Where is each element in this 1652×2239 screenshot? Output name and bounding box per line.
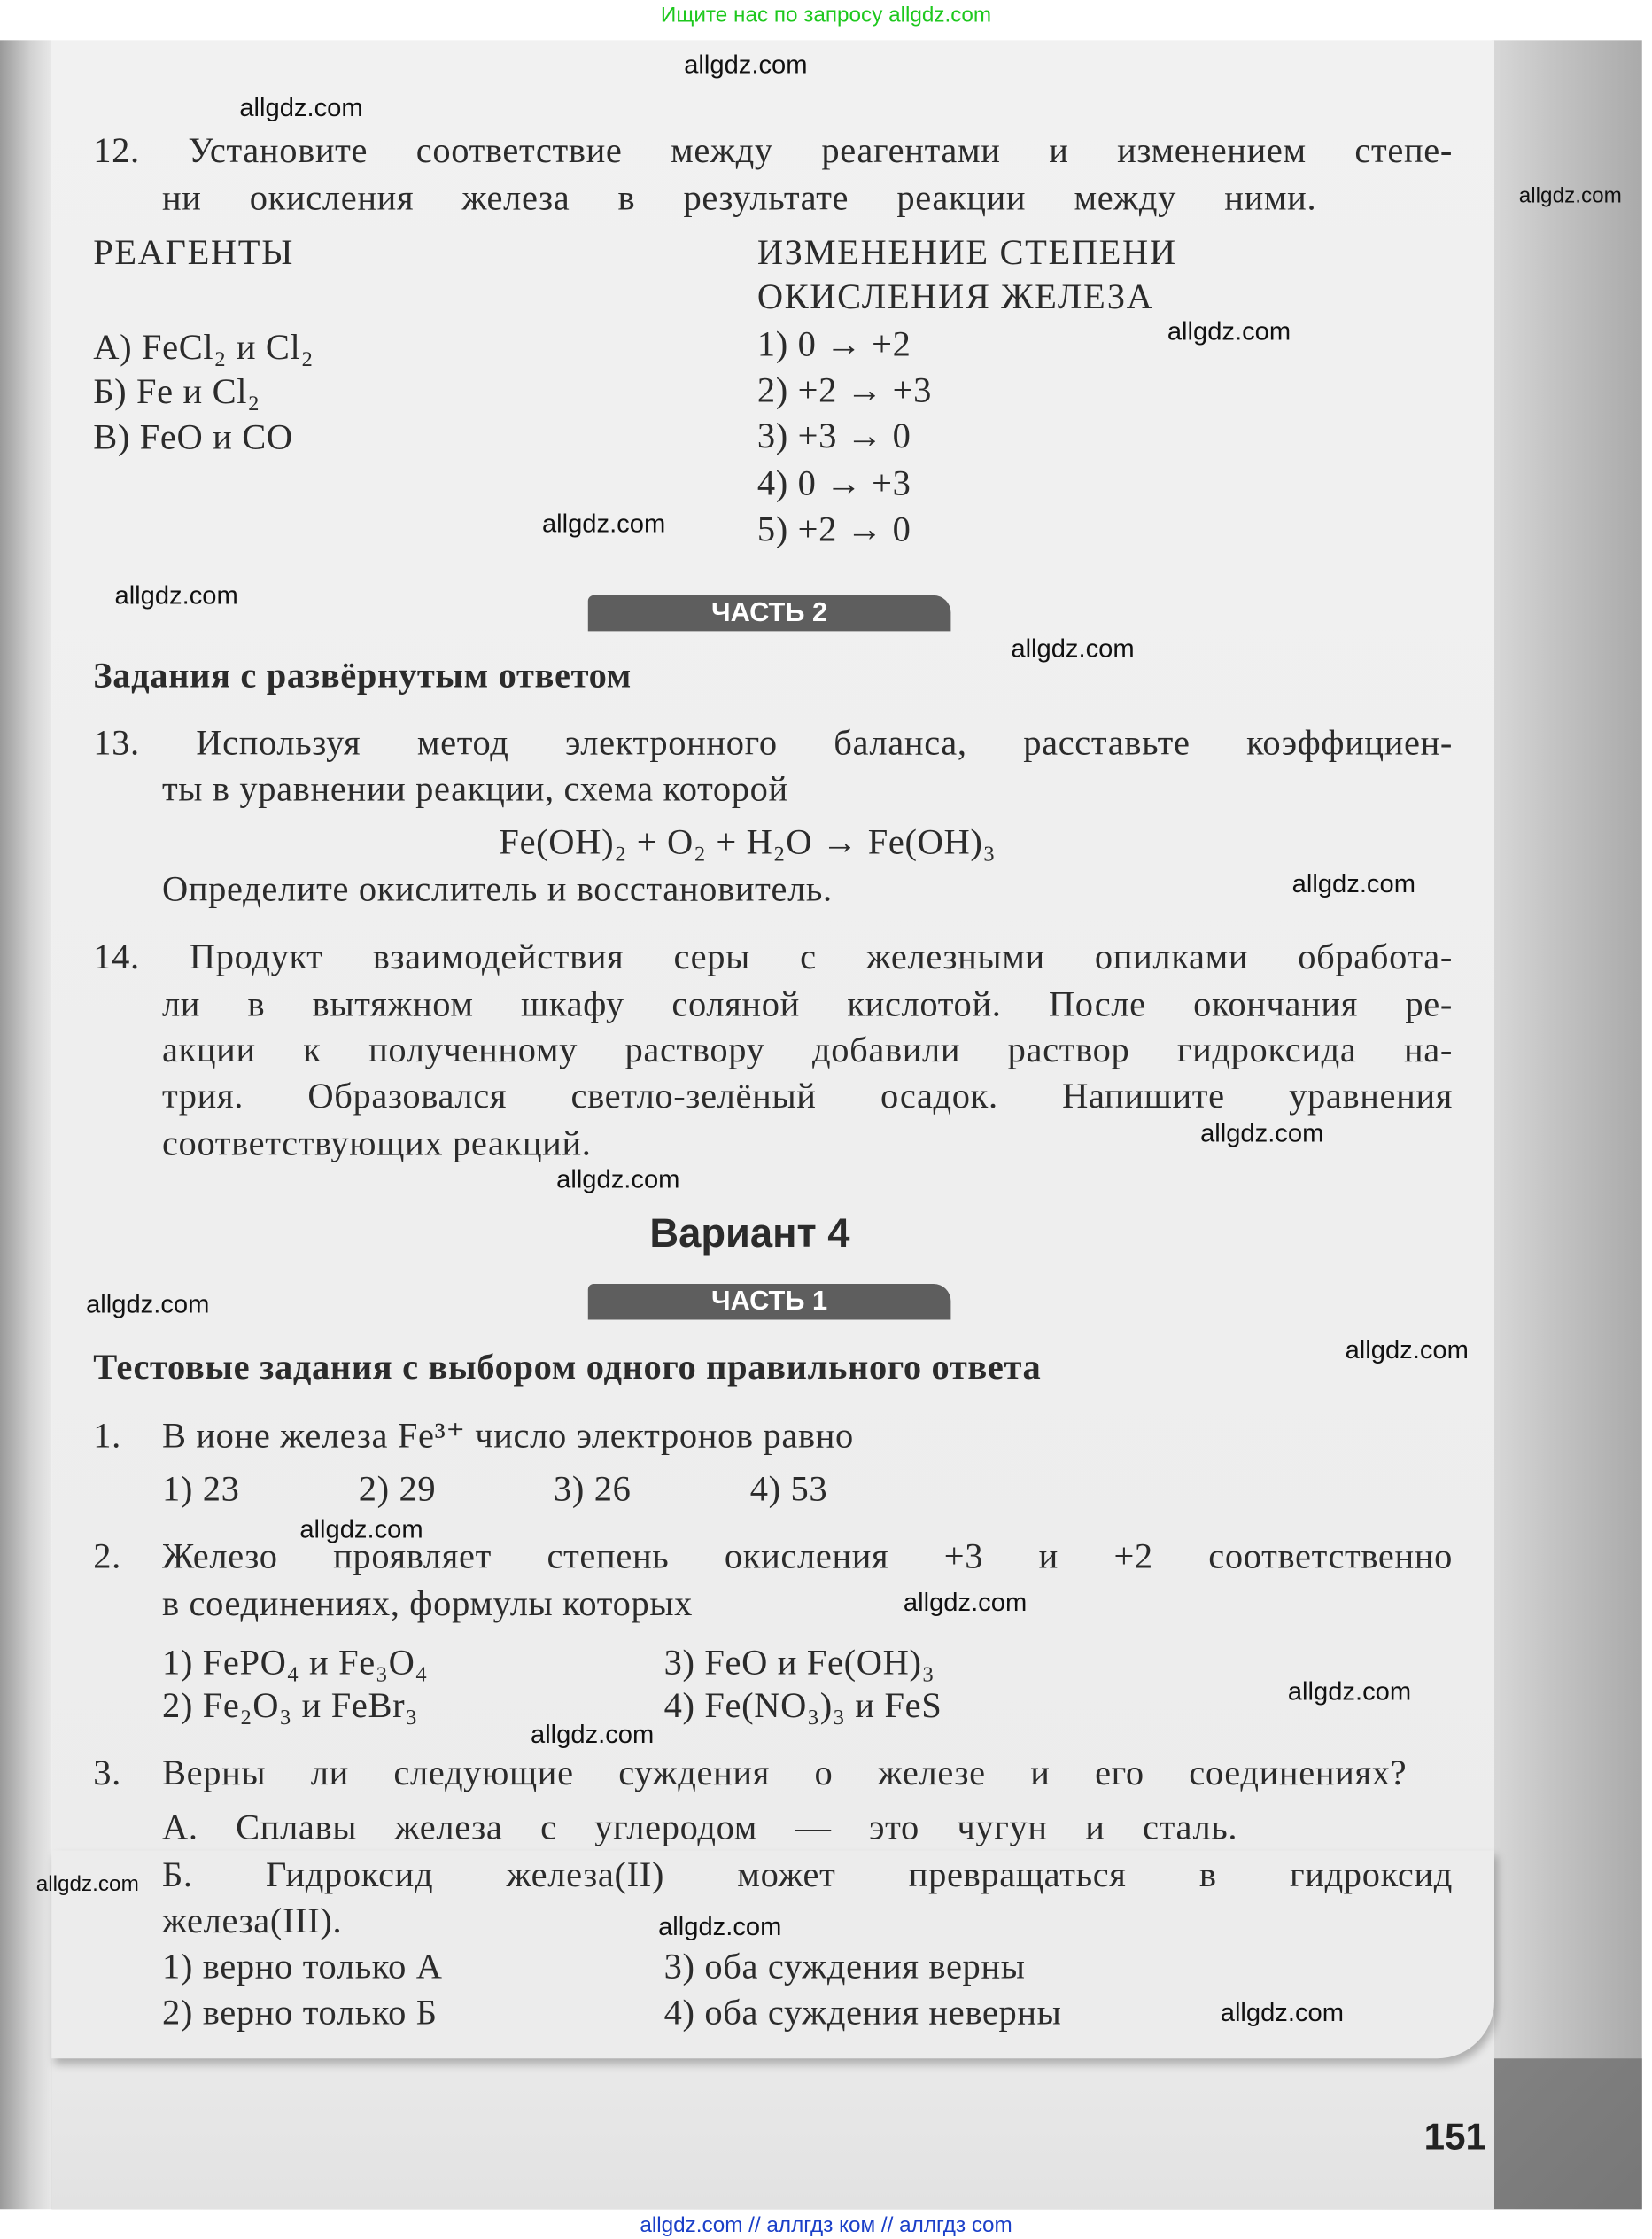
q14-line5: соответствующих реакций. [161,1124,592,1164]
q2-option-1: 1) FePO₄ и Fe₃O₄ [161,1644,429,1683]
q1-number: 1. [93,1417,121,1457]
q13-line1: 13. Используя метод электронного баланса, расставьте коэффициен- [93,724,1454,764]
q1-option-1: 1) 23 [161,1470,240,1510]
q14-line2: ли в вытяжном шкафу соляной кислотой. После окончания ре- [161,985,1454,1024]
watermark[interactable]: allgdz.com [1200,1118,1324,1148]
q14-line1: 14. Продукт взаимодействия серы с железными опилками обработа- [93,937,1454,977]
q3-option-1: 1) верно только А [161,1947,443,1987]
change-2: 2) +2 → +3 [756,371,932,411]
footer-links[interactable]: allgdz.com // аллгдз ком // аллгдз com [640,2213,1012,2238]
watermark[interactable]: allgdz.com [1167,316,1291,346]
change-3: 3) +3 → 0 [756,417,911,456]
q3-statement-b-2: железа(III). [161,1901,343,1941]
watermark[interactable]: allgdz.com [903,1588,1028,1617]
part-2-heading: Задания с развёрнутым ответом [93,657,632,696]
watermark[interactable]: allgdz.com [556,1164,680,1194]
change-4: 4) 0 → +3 [756,464,911,504]
q13-equation: Fe(OH)₂ + O₂ + H₂O → Fe(OH)₃ [499,823,997,863]
q3-option-4: 4) оба суждения неверны [663,1994,1062,2033]
watermark[interactable]: allgdz.com [1220,1998,1345,2027]
watermark[interactable]: allgdz.com [239,93,363,122]
q1-option-2: 2) 29 [358,1470,437,1510]
reagent-a: А) FeCl₂ и Cl₂ [93,328,314,368]
q14-line3: акции к полученному раствору добавили раствор гидроксида на- [161,1031,1454,1070]
q1-option-3: 3) 26 [553,1470,632,1510]
watermark[interactable]: allgdz.com [86,1289,210,1318]
q12-col-reagents: РЕАГЕНТЫ [93,233,295,273]
q13-line2: ты в уравнении реакции, схема которой [161,770,788,810]
q2-line1: Железо проявляет степень окисления +3 и +2 соответственно [161,1537,1454,1577]
part-1-banner: ЧАСТЬ 1 [588,1284,951,1319]
watermark[interactable]: allgdz.com [530,1720,655,1749]
watermark[interactable]: allgdz.com [1518,183,1622,208]
q2-number: 2. [93,1537,121,1577]
watermark[interactable]: allgdz.com [299,1514,423,1544]
q12-col-change-2: ОКИСЛЕНИЯ ЖЕЛЕЗА [756,278,1154,317]
next-page-edge [1492,40,1642,2209]
watermark[interactable]: allgdz.com [1345,1335,1469,1364]
part-1-heading: Тестовые задания с выбором одного правильного ответа [93,1348,1042,1388]
q1-text: В ионе железа Fe³⁺ число электронов равно [161,1417,854,1457]
change-5: 5) +2 → 0 [756,510,911,550]
q3-statement-b-1: Б. Гидроксид железа(II) может превращаться в гидроксид [161,1855,1454,1895]
watermark[interactable]: allgdz.com [114,580,238,610]
watermark[interactable]: allgdz.com [1287,1676,1412,1706]
q12-col-change-1: ИЗМЕНЕНИЕ СТЕПЕНИ [756,233,1177,273]
top-banner[interactable]: Ищите нас по запросу allgdz.com [660,3,992,27]
q1-option-4: 4) 53 [749,1470,828,1510]
q13-line3: Определите окислитель и восстановитель. [161,870,833,910]
q3-text: Верны ли следующие суждения о железе и его соединениях? [161,1754,1408,1793]
q3-statement-a: А. Сплавы железа с углеродом — это чугун и сталь. [161,1808,1238,1848]
watermark[interactable]: allgdz.com [1291,869,1415,898]
reagent-c: В) FeO и CO [93,418,293,458]
q14-line4: трия. Образовался светло-зелёный осадок. Напишите уравнения [161,1077,1454,1116]
q2-option-2: 2) Fe₂O₃ и FeBr₃ [161,1686,419,1726]
q2-option-3: 3) FeO и Fe(OH)₃ [663,1644,935,1683]
q2-option-4: 4) Fe(NO₃)₃ и FeS [663,1686,942,1726]
watermark[interactable]: allgdz.com [658,1912,782,1941]
watermark[interactable]: allgdz.com [1011,634,1135,663]
change-1: 1) 0 → +2 [756,325,911,365]
reagent-b: Б) Fe и Cl₂ [93,372,260,412]
q12-line2: ни окисления железа в результате реакции между ними. [161,179,1317,219]
q2-line2: в соединениях, формулы которых [161,1584,694,1624]
q3-option-2: 2) верно только Б [161,1994,438,2033]
q3-option-3: 3) оба суждения верны [663,1947,1026,1987]
watermark[interactable]: allgdz.com [541,509,666,539]
part-2-banner: ЧАСТЬ 2 [588,595,951,631]
q12-line1: 12. Установите соответствие между реагентами и изменением степе- [93,131,1454,171]
watermark[interactable]: allgdz.com [35,1871,139,1897]
watermark[interactable]: allgdz.com [684,50,808,80]
page-number: 151 [1423,2114,1486,2157]
variant-title: Вариант 4 [649,1210,850,1256]
q3-number: 3. [93,1754,121,1793]
